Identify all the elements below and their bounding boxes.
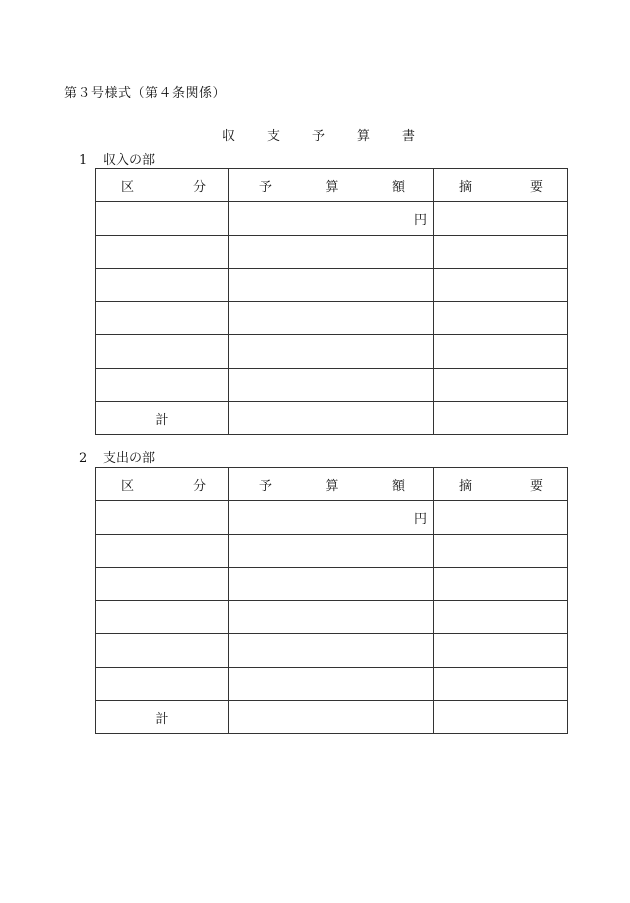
summary-cell[interactable] (434, 567, 568, 600)
section-title: 支出の部 (103, 451, 156, 466)
amount-cell[interactable]: 円 (229, 202, 434, 235)
income-table (95, 168, 568, 435)
category-cell[interactable] (96, 202, 229, 235)
table-row (96, 368, 568, 401)
table-row (96, 634, 568, 667)
category-cell[interactable] (96, 634, 229, 667)
category-cell[interactable] (96, 235, 229, 268)
category-cell[interactable] (96, 601, 229, 634)
table-header-row (96, 169, 568, 202)
summary-cell[interactable] (434, 302, 568, 335)
table-row (96, 268, 568, 301)
summary-cell[interactable] (434, 335, 568, 368)
total-amount-cell[interactable] (229, 402, 434, 435)
summary-cell[interactable] (434, 368, 568, 401)
category-cell[interactable] (96, 501, 229, 534)
amount-cell[interactable] (229, 634, 434, 667)
table-row (96, 501, 568, 534)
total-amount-cell[interactable] (229, 701, 434, 734)
form-number: 第３号様式（第４条関係） (64, 86, 227, 101)
total-summary-cell[interactable] (434, 701, 568, 734)
table-row (96, 534, 568, 567)
header-amount: 予 算 額 (229, 468, 434, 501)
amount-cell[interactable] (229, 601, 434, 634)
table-row (96, 235, 568, 268)
summary-cell[interactable] (434, 501, 568, 534)
section-number: 2 (79, 451, 88, 466)
amount-cell[interactable] (229, 302, 434, 335)
amount-cell[interactable] (229, 567, 434, 600)
amount-cell[interactable] (229, 268, 434, 301)
amount-cell[interactable] (229, 335, 434, 368)
title-char: 支 (267, 129, 281, 144)
category-cell[interactable] (96, 335, 229, 368)
table-row (96, 667, 568, 700)
total-row (96, 402, 568, 435)
table-row (96, 335, 568, 368)
summary-cell[interactable] (434, 235, 568, 268)
total-row (96, 701, 568, 734)
amount-cell[interactable] (229, 368, 434, 401)
amount-cell[interactable] (229, 534, 434, 567)
category-cell[interactable] (96, 567, 229, 600)
total-label: 計 (96, 701, 229, 734)
title-char: 書 (402, 129, 416, 144)
title-char: 予 (312, 129, 326, 144)
category-cell[interactable] (96, 368, 229, 401)
summary-cell[interactable] (434, 202, 568, 235)
header-amount: 予 算 額 (229, 169, 434, 202)
table-header-row (96, 468, 568, 501)
amount-cell[interactable] (229, 667, 434, 700)
category-cell[interactable] (96, 302, 229, 335)
total-summary-cell[interactable] (434, 402, 568, 435)
title-char: 算 (357, 129, 371, 144)
category-cell[interactable] (96, 534, 229, 567)
section-title: 収入の部 (103, 153, 156, 168)
expense-table (95, 467, 568, 734)
section-expense-label (79, 447, 155, 466)
table-row (96, 601, 568, 634)
header-summary: 摘 要 (434, 169, 568, 202)
header-category: 区 分 (96, 169, 229, 202)
total-label: 計 (96, 402, 229, 435)
table-row (96, 302, 568, 335)
amount-cell[interactable]: 円 (229, 501, 434, 534)
title-char: 収 (222, 129, 236, 144)
table-row (96, 202, 568, 235)
summary-cell[interactable] (434, 268, 568, 301)
table-row (96, 567, 568, 600)
document-title (222, 125, 447, 144)
category-cell[interactable] (96, 268, 229, 301)
category-cell[interactable] (96, 667, 229, 700)
summary-cell[interactable] (434, 667, 568, 700)
section-income-label (79, 149, 155, 168)
header-summary: 摘 要 (434, 468, 568, 501)
summary-cell[interactable] (434, 634, 568, 667)
summary-cell[interactable] (434, 601, 568, 634)
header-category: 区 分 (96, 468, 229, 501)
summary-cell[interactable] (434, 534, 568, 567)
section-number: 1 (79, 153, 88, 168)
amount-cell[interactable] (229, 235, 434, 268)
